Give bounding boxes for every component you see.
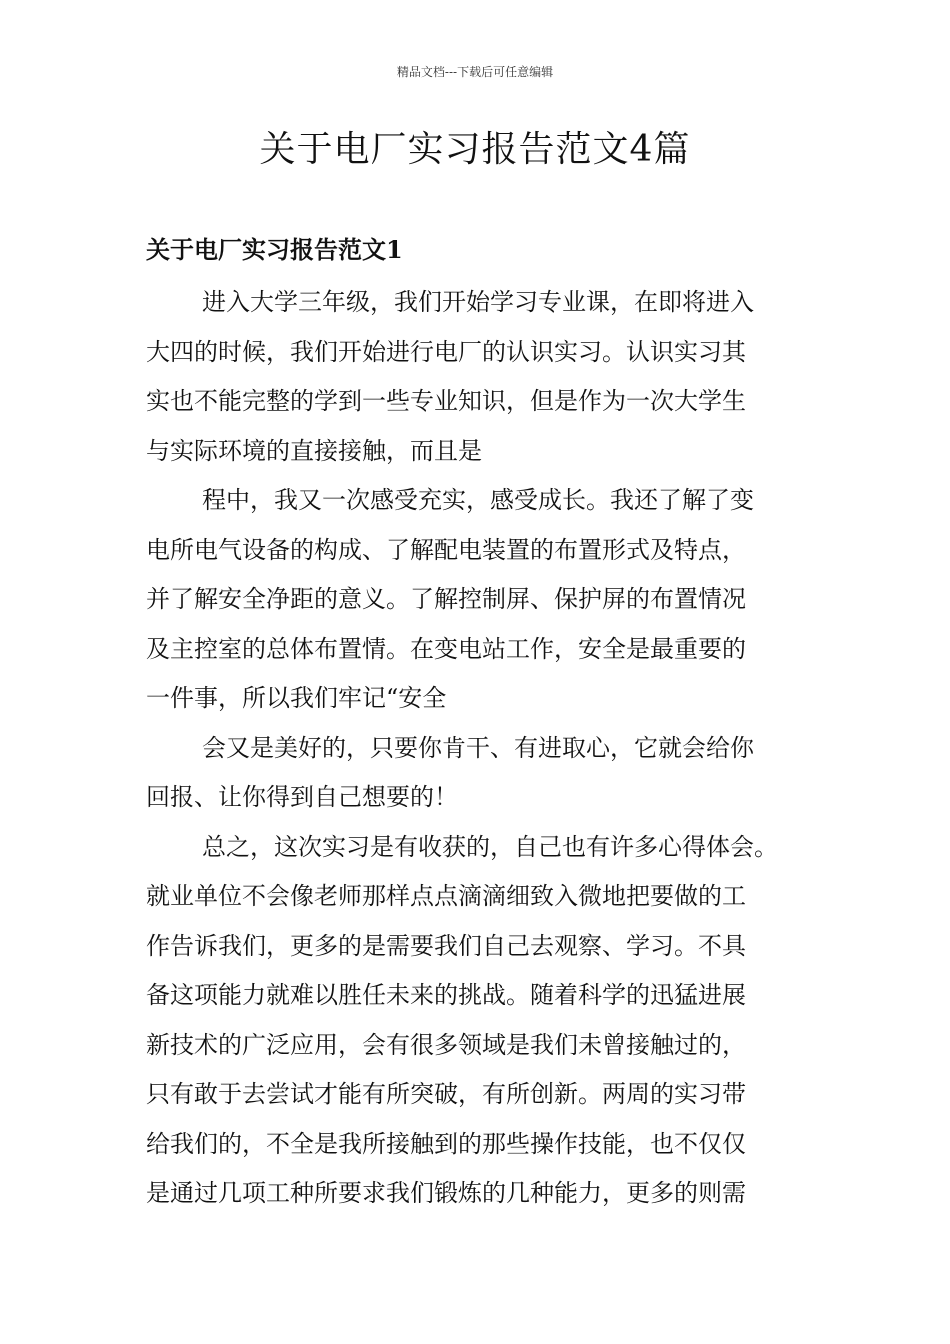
text-line: 并了解安全净距的意义。了解控制屏、保护屏的布置情况 — [146, 585, 746, 613]
text-line: 实也不能完整的学到一些专业知识，但是作为一次大学生 — [146, 387, 746, 415]
header-note: 精品文档---下载后可任意编辑 — [396, 65, 554, 79]
text-line: 及主控室的总体布置情。在变电站工作，安全是最重要的 — [146, 634, 746, 663]
text-line: 是通过几项工种所要求我们锻炼的几种能力，更多的则需 — [146, 1179, 746, 1207]
text-line: 电所电气设备的构成、了解配电装置的布置形式及特点， — [146, 535, 746, 564]
text-line: 与实际环境的直接接触，而且是 — [146, 436, 482, 465]
text-line: 就业单位不会像老师那样点点滴滴细致入微地把要做的工 — [146, 882, 746, 910]
text-line: 给我们的，不全是我所接触到的那些操作技能，也不仅仅 — [146, 1129, 746, 1158]
text-line: 只有敢于去尝试才能有所突破，有所创新。两周的实习带 — [146, 1080, 746, 1108]
text-line: 会又是美好的，只要你肯干、有进取心，它就会给你 — [202, 733, 754, 762]
text-line: 回报、让你得到自己想要的！ — [146, 783, 458, 811]
text-line: 新技术的广泛应用，会有很多领域是我们未曾接触过的， — [146, 1030, 746, 1059]
body-text — [146, 278, 846, 1219]
section-heading: 关于电厂实习报告范文1 — [146, 235, 403, 264]
text-line: 程中，我又一次感受充实，感受成长。我还了解了变 — [202, 486, 754, 514]
text-line: 作告诉我们，更多的是需要我们自己去观察、学习。不具 — [146, 931, 746, 960]
text-line: 大四的时候，我们开始进行电厂的认识实习。认识实习其 — [146, 337, 746, 366]
document-title: 关于电厂实习报告范文4篇 — [259, 129, 691, 170]
text-line: 备这项能力就难以胜任未来的挑战。随着科学的迅猛进展 — [146, 981, 746, 1009]
text-line: 一件事，所以我们牢记“安全 — [146, 684, 447, 712]
text-line: 进入大学三年级，我们开始学习专业课，在即将进入 — [202, 288, 754, 316]
text-line: 总之，这次实习是有收获的，自己也有许多心得体会。 — [202, 832, 778, 861]
